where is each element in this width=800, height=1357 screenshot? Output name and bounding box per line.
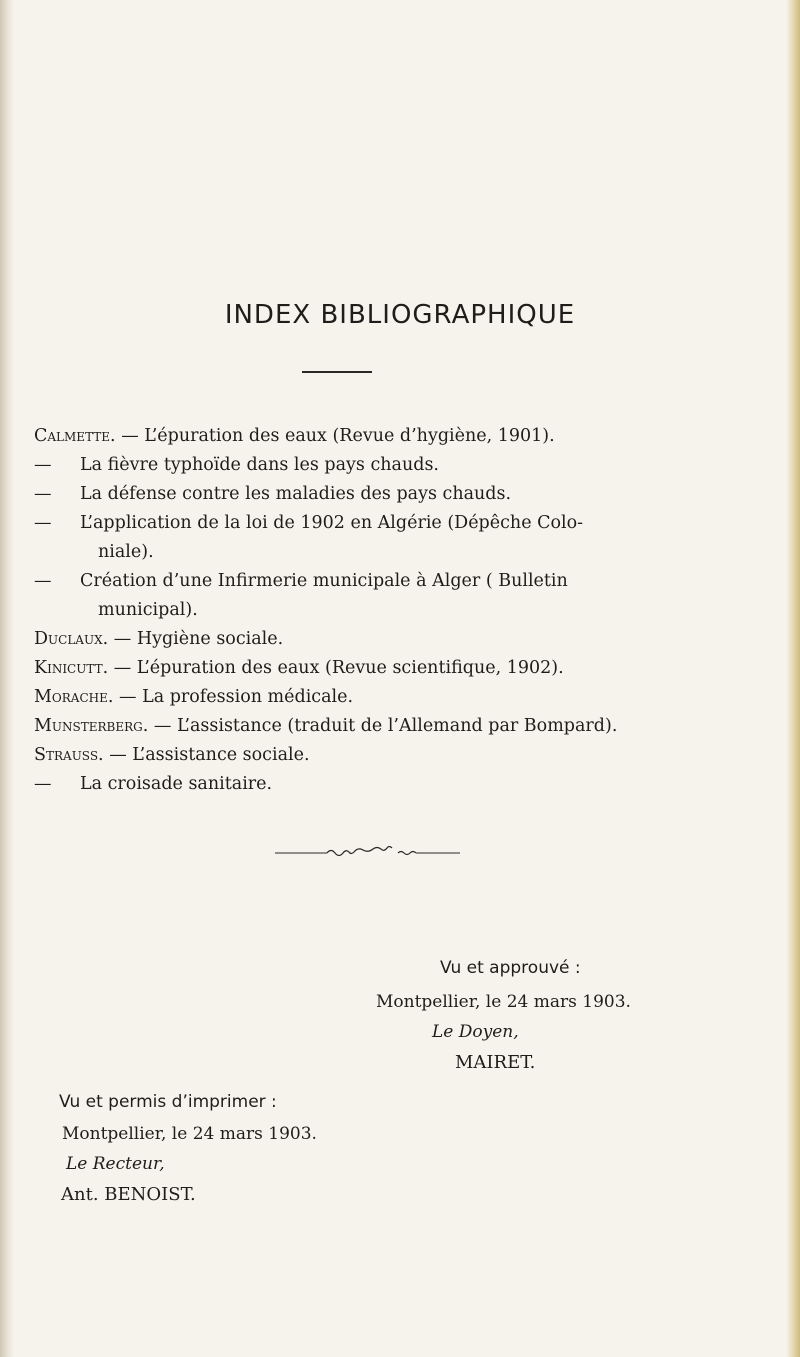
page-left-edge bbox=[0, 0, 14, 1357]
ditto-dash: — bbox=[34, 455, 52, 475]
entry-munsterberg bbox=[34, 712, 774, 741]
ornament-divider bbox=[275, 846, 460, 860]
entry-text: La croisade sanitaire. bbox=[80, 774, 273, 794]
entry-calmette-3 bbox=[34, 480, 774, 509]
approval-role: Le Doyen, bbox=[432, 1022, 519, 1042]
entry-text: — L’assistance sociale. bbox=[109, 745, 310, 765]
entry-text: — La profession médicale. bbox=[119, 687, 354, 707]
entry-author: Morache. bbox=[34, 687, 114, 707]
entry-text: — L’épuration des eaux (Revue d’hygiène, 1901). bbox=[121, 426, 555, 446]
entry-calmette-1 bbox=[34, 422, 774, 451]
entry-morache bbox=[34, 683, 774, 712]
entry-calmette-5 bbox=[34, 567, 774, 625]
entry-calmette-2 bbox=[34, 451, 774, 480]
entry-author: Kinicutt. bbox=[34, 658, 109, 678]
approval-signatory: MAIRET. bbox=[455, 1052, 536, 1073]
entry-author: Duclaux. bbox=[34, 629, 109, 649]
bibliography-list bbox=[34, 422, 774, 799]
ditto-dash: — bbox=[34, 571, 52, 591]
approval-heading: Vu et approuvé : bbox=[440, 958, 581, 978]
ditto-dash: — bbox=[34, 484, 52, 504]
entry-text: La fièvre typhoïde dans les pays chauds. bbox=[80, 455, 439, 475]
entry-text: Création d’une Infirmerie municipale à Alger ( Bulletin bbox=[80, 571, 568, 591]
entry-continuation: niale). bbox=[98, 542, 154, 562]
permit-signatory: Ant. BENOIST. bbox=[61, 1184, 196, 1205]
entry-text: — L’assistance (traduit de l’Allemand par Bompard). bbox=[153, 716, 618, 736]
permit-place-date: Montpellier, le 24 mars 1903. bbox=[62, 1124, 317, 1144]
entry-calmette-4 bbox=[34, 509, 774, 567]
ditto-dash: — bbox=[34, 513, 52, 533]
title-rule bbox=[302, 371, 372, 373]
entry-author: Strauss. bbox=[34, 745, 104, 765]
page-title: INDEX BIBLIOGRAPHIQUE bbox=[224, 300, 576, 330]
entry-author: Munsterberg. bbox=[34, 716, 149, 736]
entry-text: La défense contre les maladies des pays chauds. bbox=[80, 484, 512, 504]
approval-place-date: Montpellier, le 24 mars 1903. bbox=[376, 992, 631, 1012]
permit-role: Le Recteur, bbox=[66, 1154, 165, 1174]
entry-text: — Hygiène sociale. bbox=[113, 629, 284, 649]
permit-heading: Vu et permis d’imprimer : bbox=[59, 1092, 277, 1112]
page-right-edge bbox=[786, 0, 800, 1357]
entry-author: Calmette. bbox=[34, 426, 116, 446]
entry-strauss-2 bbox=[34, 770, 774, 799]
entry-duclaux bbox=[34, 625, 774, 654]
entry-text: L’application de la loi de 1902 en Algérie (Dépêche Colo- bbox=[80, 513, 584, 533]
entry-kinicutt bbox=[34, 654, 774, 683]
entry-continuation: municipal). bbox=[98, 600, 198, 620]
entry-text: — L’épuration des eaux (Revue scientifique, 1902). bbox=[113, 658, 564, 678]
entry-strauss-1 bbox=[34, 741, 774, 770]
ditto-dash: — bbox=[34, 774, 52, 794]
